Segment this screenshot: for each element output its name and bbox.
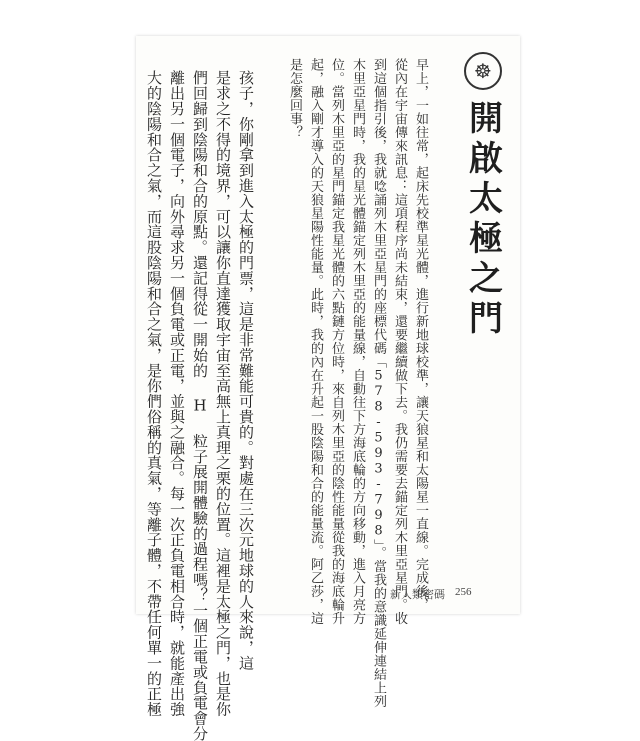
page-number: 256 [455, 586, 472, 598]
chapter-title: 開啟太極之門 [462, 100, 503, 340]
page-footer [390, 586, 472, 602]
intro-paragraph: 早上，一如往常，起床先校準星光體，進行新地球校準，讓天狼星和太陽星一直線。完成後， 從內在宇宙傳來訊息：這項程序尚未結束，還要繼續做下去。我仍需要去錨定列木里亞星門。收 到這個指引後，我就唸誦列木里亞星門的座標代碼「578-593-798」。當我的意識延伸連結上列 木里亞星門時，我的星光體錨定列木里亞的能量線，自動往下方海底輪的方向移動，進入月亮方 位。當列木里亞的星門錨定我星光體的六點鏈方位時，來自列木里亞的陰性能量從我的海底輪升 起，融入剛才導入的天狼星陽性能量。此時，我的內在升起一股陰陽和合的能量流。阿乙莎，這 是怎麼回事？ [287, 58, 428, 708]
running-title: 新人類密碼 [390, 589, 445, 601]
dharma-wheel-icon: ☸ [464, 52, 502, 90]
chapter-heading [460, 52, 506, 340]
answer-paragraph: 孩子，你剛拿到進入太極的門票，這是非常難能可貴的。對處在三次元地球的人來說，這 是求之不得的境界，可以讓你直達獲取宇宙至高無上真理之栗的位置。這裡是太極之門，也是你 們回歸到陰陽和合的原點。還記得從一開始的 H 粒子展開體驗的過程嗎？一個正電或負電會分 離出另一個電子，向外尋求另一個負電或正電，並與之融合。每一次正負電相合時，就能產出強 大的陰陽和合之氣，而這股陰陽和合之氣，是你們俗稱的真氣，等離子體，不帶任何單一的正極 [145, 70, 255, 741]
